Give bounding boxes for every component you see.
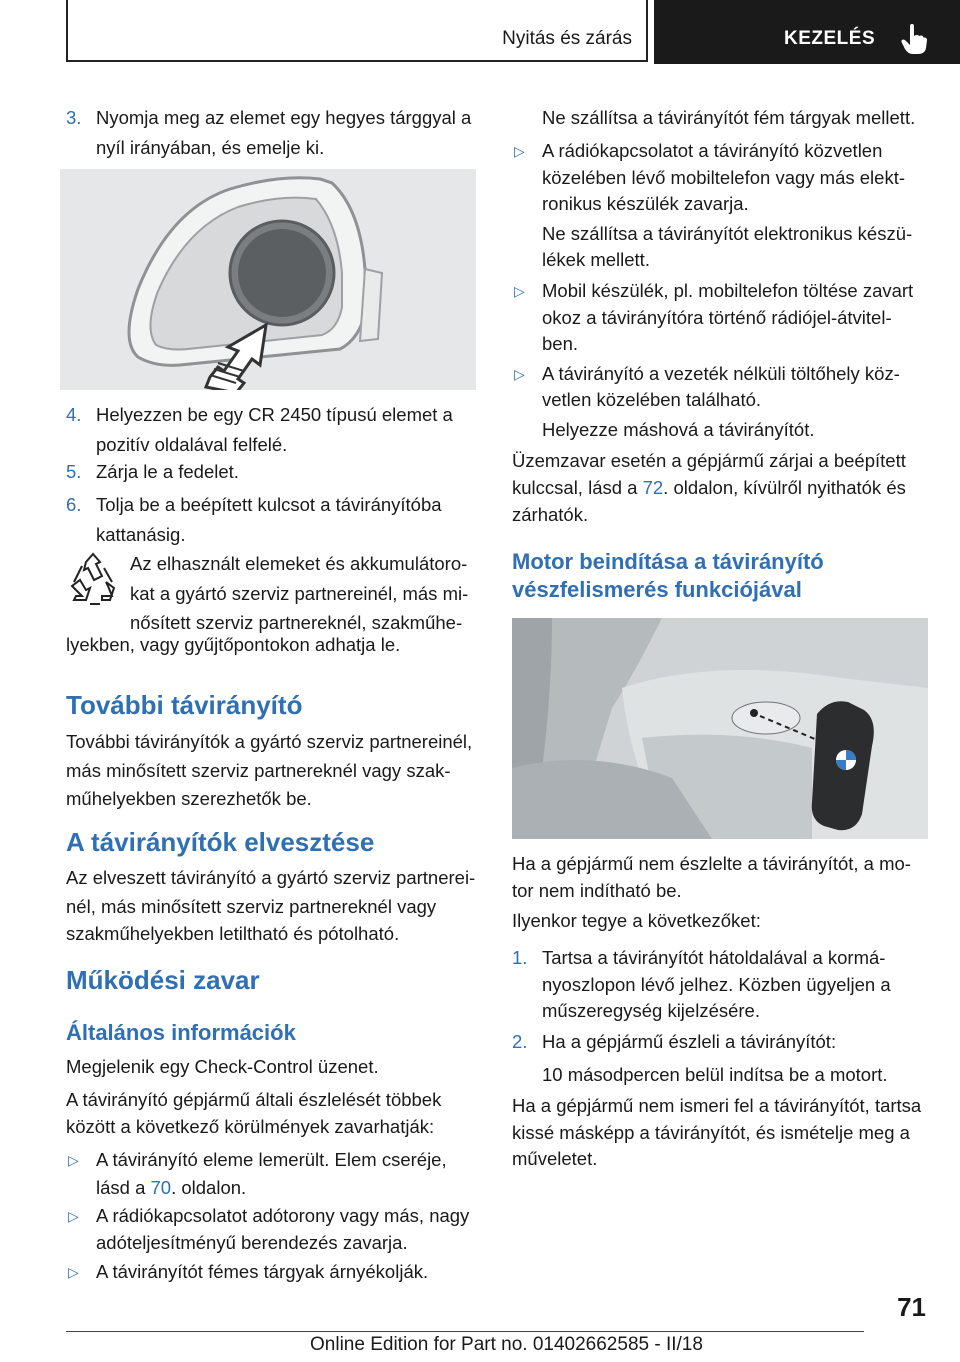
bullet-triangle-icon: ▷ [514,143,525,159]
step-number: 5. [66,461,82,482]
heading-general-info: Általános információk [66,1020,296,1045]
body-text: kissé másképp a távirányítót, és ismételje meg a [512,1122,910,1143]
body-text: között a következő körülmények zavarhatják: [66,1116,435,1137]
body-text: tor nem indítható be. [512,880,682,901]
bullet-triangle-icon: ▷ [514,283,525,299]
bullet-text: A távirányítót fémes tárgyak árnyékolják. [96,1261,429,1282]
bullet-text: ronikus készülék zavarja. [542,193,749,214]
heading-malfunction: Működési zavar [66,965,260,995]
text-fragment: . oldalon, kívülről nyithatók és [663,477,906,498]
hand-pointer-icon [901,24,927,54]
heading-additional-remote: További távirányító [66,690,303,720]
page-link-72[interactable]: 72 [642,477,664,498]
heading-engine-start: vészfelismerés funkciójával [512,577,802,602]
body-text: Ha a gépjármű nem észlelte a távirányítót, a mo- [512,853,911,874]
bullet-text: adóteljesítményű berendezés zavarja. [96,1232,408,1253]
page-number: 71 [897,1292,926,1322]
step-text: Zárja le a fedelet. [96,461,239,482]
body-text: Megjelenik egy Check-Control üzenet. [66,1056,379,1077]
body-text [512,473,906,503]
bullet-text: okoz a távirányítóra történő rádiójel-átvitel- [542,307,892,328]
body-text: Üzemzavar esetén a gépjármű zárjai a beépített [512,450,906,471]
step-text: pozitív oldalával felfelé. [96,434,288,455]
section-tab [66,0,648,62]
bullet-note: Helyezze máshová a távirányítót. [542,419,815,440]
bullet-text [96,1173,246,1203]
body-text: Ilyenkor tegye a következőket: [512,910,761,931]
environment-note: kat a gyártó szerviz partnereinél, más mi- [130,583,469,604]
step-text: műszeregység kijelzésére. [542,1000,760,1021]
bullet-text: ben. [542,333,579,354]
environment-note: lyekben, vagy gyűjtőpontokon adhatja le. [66,634,401,655]
bullet-text: közelében lévő mobiltelefon vagy más elekt- [542,167,905,188]
section-title: Nyitás és zárás [502,28,632,49]
page-header [66,0,960,64]
step-text: Ha a gépjármű észleli a távirányítót: [542,1031,837,1052]
step-text: nyíl irányában, és emelje ki. [96,137,325,158]
heading-lost-remote: A távirányítók elvesztése [66,827,375,857]
step-text: Helyezzen be egy CR 2450 típusú elemet a [96,404,453,425]
step-text: kattanásig. [96,524,186,545]
step-note: 10 másodpercen belül indítsa be a motort. [542,1064,888,1085]
body-text: nél, más minősített szerviz partnereknél vagy [66,896,437,917]
step-text: nyoszlopon lévő jelhez. Közben ügyeljen a [542,974,891,995]
bullet-text: vetlen közelében található. [542,389,762,410]
bullet-text: A rádiókapcsolatot a távirányító közvetlen [542,140,883,161]
step-number: 6. [66,494,82,515]
step-text: Tartsa a távirányítót hátoldalával a kormá- [542,947,886,968]
recycle-icon [66,552,120,608]
body-text: Ha a gépjármű nem ismeri fel a távirányítót, tartsa [512,1095,922,1116]
bullet-triangle-icon: ▷ [68,1208,79,1224]
bullet-triangle-icon: ▷ [514,366,525,382]
bullet-triangle-icon: ▷ [68,1264,79,1280]
bullet-text: Mobil készülék, pl. mobiltelefon töltése zavart [542,280,914,301]
step-text: Nyomja meg az elemet egy hegyes tárggyal a [96,107,472,128]
body-text: műveletet. [512,1148,598,1169]
bullet-text: A távirányító a vezeték nélküli töltőhely köz- [542,363,900,384]
text-fragment: lásd a [96,1177,151,1198]
step-text: Tolja be a beépített kulcsot a távirányítóba [96,494,442,515]
key-battery-illustration [60,169,476,390]
text-fragment: kulccsal, lásd a [512,477,643,498]
body-text: További távirányítók a gyártó szerviz partnereinél, [66,731,473,752]
footer-edition: Online Edition for Part no. 01402662585 - II/18 [310,1334,703,1355]
footer-divider [66,1331,864,1332]
chapter-tab [654,0,960,64]
heading-engine-start: Motor beindítása a távirányító [512,549,824,574]
bullet-note: Ne szállítsa a távirányítót elektronikus készü- [542,223,913,244]
environment-note: Az elhasznált elemeket és akkumulátoro- [130,553,468,574]
bullet-note: lékek mellett. [542,249,650,270]
body-text: szakműhelyekben letiltható és pótolható. [66,923,400,944]
body-text: más minősített szerviz partnereknél vagy szak- [66,760,451,781]
steering-column-illustration [512,618,928,839]
body-text: Az elveszett távirányító a gyártó szerviz partnerei- [66,867,476,888]
step-number: 4. [66,404,82,425]
environment-note: nősített szerviz partnereknél, szakműhe- [130,612,463,633]
body-text: zárhatók. [512,504,589,525]
bullet-note: Ne szállítsa a távirányítót fém tárgyak mellett. [542,107,916,128]
text-fragment: . oldalon. [171,1177,247,1198]
page-link-70[interactable]: 70 [150,1177,172,1198]
bullet-text: A távirányító eleme lemerült. Elem cseréje, [96,1149,447,1170]
step-number: 1. [512,947,528,968]
body-text: műhelyekben szerezhetők be. [66,788,312,809]
chapter-title: KEZELÉS [784,28,876,49]
bullet-text: A rádiókapcsolatot adótorony vagy más, nagy [96,1205,470,1226]
bullet-triangle-icon: ▷ [68,1152,79,1168]
step-number: 2. [512,1031,528,1052]
step-number: 3. [66,107,82,128]
body-text: A távirányító gépjármű általi észlelését többek [66,1089,442,1110]
